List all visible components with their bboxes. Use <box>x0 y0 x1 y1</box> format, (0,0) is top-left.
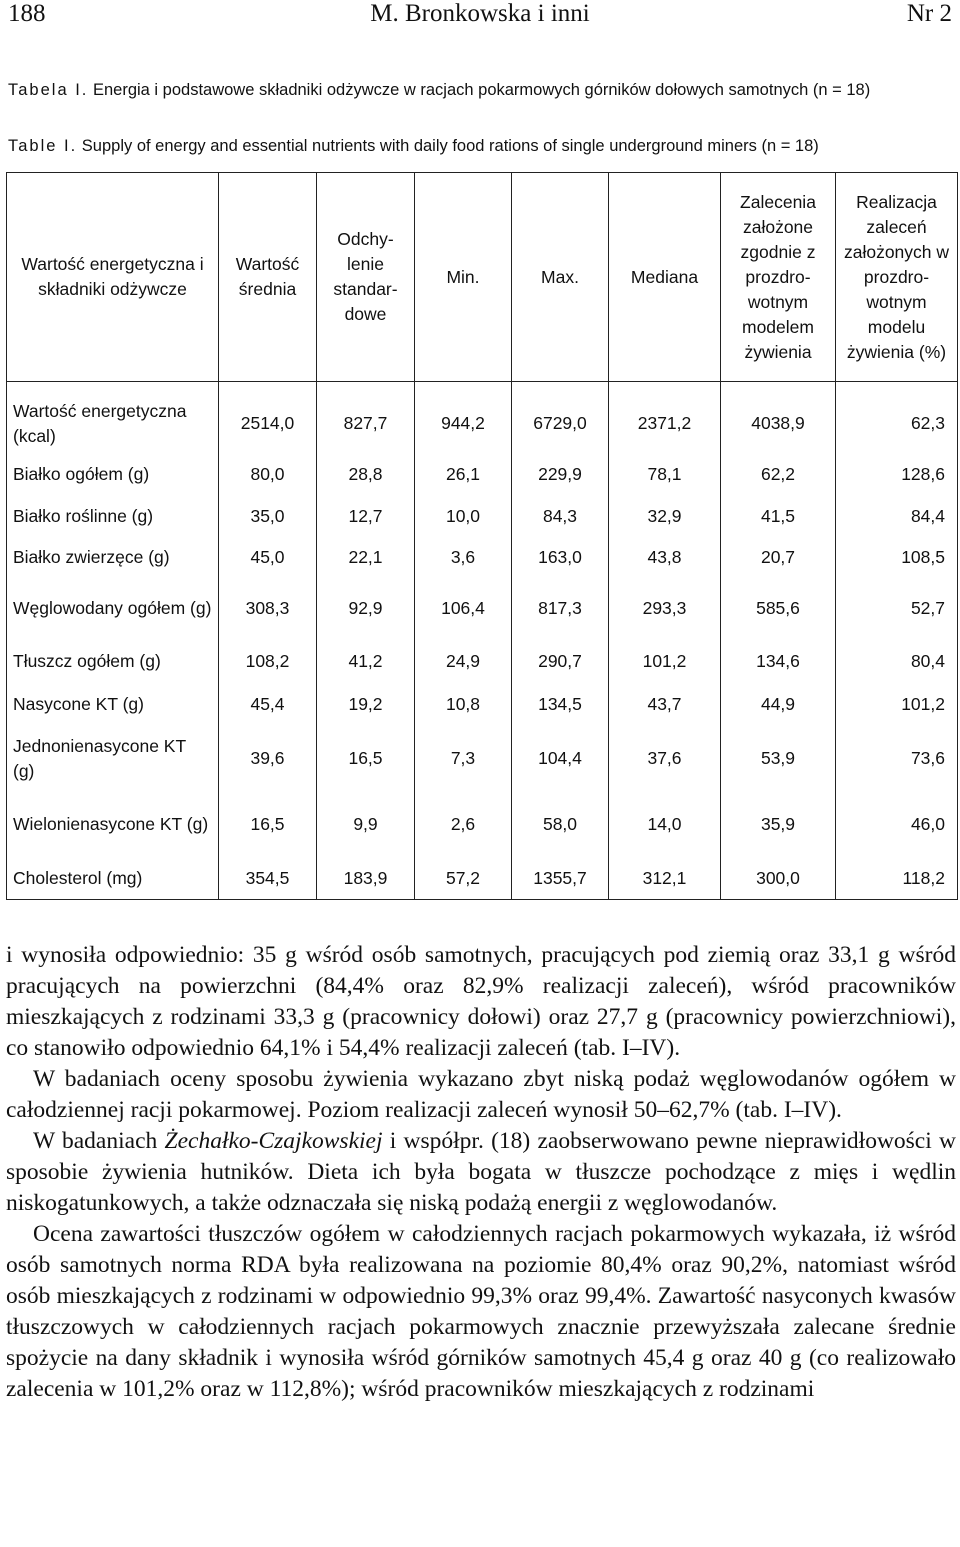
table-cell: 28,8 <box>317 454 415 496</box>
issue-number: Nr 2 <box>906 0 952 27</box>
table-cell: 14,0 <box>609 792 721 858</box>
table-cell: 2,6 <box>415 792 512 858</box>
table-cell: 57,2 <box>415 858 512 900</box>
table-cell: 2371,2 <box>609 382 721 454</box>
table-caption-polish <box>8 80 950 100</box>
table-row <box>7 578 958 640</box>
table-cell: 45,0 <box>219 538 317 578</box>
table-cell: 308,3 <box>219 578 317 640</box>
caption-label: Table I. <box>8 137 78 155</box>
column-header: Wartość średnia <box>219 173 317 382</box>
row-label: Jednonienasycone KT (g) <box>7 726 219 792</box>
table-cell: 1355,7 <box>512 858 609 900</box>
table-cell: 118,2 <box>836 858 958 900</box>
running-head <box>8 0 952 32</box>
table-cell: 19,2 <box>317 684 415 726</box>
table-row <box>7 792 958 858</box>
table-cell: 37,6 <box>609 726 721 792</box>
table-cell: 106,4 <box>415 578 512 640</box>
table-cell: 827,7 <box>317 382 415 454</box>
column-header: Mediana <box>609 173 721 382</box>
table-cell: 92,9 <box>317 578 415 640</box>
table-cell: 134,6 <box>721 640 836 684</box>
table-row <box>7 454 958 496</box>
caption-text: Supply of energy and essential nutrients with daily food rations of single underground miners (n = 18) <box>81 137 819 155</box>
table-row <box>7 858 958 900</box>
caption-label: Tabela I. <box>8 81 89 99</box>
table-cell: 39,6 <box>219 726 317 792</box>
table-cell: 585,6 <box>721 578 836 640</box>
paragraph: W badaniach oceny sposobu żywienia wykazano zbyt niską podaż węglowodanów ogółem w całodziennej racji pokarmowej. Poziom realizacji zaleceń wynosił 50–62,7% (tab. I–IV). <box>6 1066 956 1123</box>
table-cell: 10,0 <box>415 496 512 538</box>
table-cell: 26,1 <box>415 454 512 496</box>
table-cell: 24,9 <box>415 640 512 684</box>
column-header: Wartość energetyczna i składniki odżywcze <box>7 173 219 382</box>
table-cell: 290,7 <box>512 640 609 684</box>
paragraph <box>6 1126 956 1219</box>
row-label: Wartość energetyczna (kcal) <box>7 382 219 454</box>
table-cell: 44,9 <box>721 684 836 726</box>
table-cell: 35,0 <box>219 496 317 538</box>
table-cell: 183,9 <box>317 858 415 900</box>
table-cell: 101,2 <box>836 684 958 726</box>
table-cell: 80,0 <box>219 454 317 496</box>
table-row <box>7 496 958 538</box>
table-cell: 128,6 <box>836 454 958 496</box>
caption-text: Energia i podstawowe składniki odżywcze w racjach pokarmowych górników dołowych samotnych (n = 18) <box>92 81 871 99</box>
table-cell: 134,5 <box>512 684 609 726</box>
table-cell: 10,8 <box>415 684 512 726</box>
table-cell: 53,9 <box>721 726 836 792</box>
running-head-authors: M. Bronkowska i inni <box>370 0 590 27</box>
table-cell: 12,7 <box>317 496 415 538</box>
column-header: Odchy- lenie standar- dowe <box>317 173 415 382</box>
table-row <box>7 538 958 578</box>
table-cell: 163,0 <box>512 538 609 578</box>
column-header: Realizacja zaleceń założonych w prozdro- wotnym modelu żywienia (%) <box>836 173 958 382</box>
table-cell: 41,5 <box>721 496 836 538</box>
table-header <box>7 173 958 382</box>
table-cell: 62,2 <box>721 454 836 496</box>
column-header: Min. <box>415 173 512 382</box>
column-header: Max. <box>512 173 609 382</box>
table-row <box>7 640 958 684</box>
table-cell: 73,6 <box>836 726 958 792</box>
table-cell: 101,2 <box>609 640 721 684</box>
page-number: 188 <box>8 0 46 27</box>
table-cell: 52,7 <box>836 578 958 640</box>
table-cell: 300,0 <box>721 858 836 900</box>
nutrient-table <box>6 172 958 900</box>
table-cell: 7,3 <box>415 726 512 792</box>
paragraph: Ocena zawartości tłuszczów ogółem w całodziennych racjach pokarmowych wykazała, iż wśród osób samotnych norma RDA była realizowana na poziomie 80,4% oraz 90,2%, natomiast wśród osób mieszkających z rodzinami w odpowiednio 99,3% oraz 99,4%. Zawartość nasyconych kwasów tłuszczowych w całodziennych racjach pokarmowych znacznie przewyższała zalecane średnie spożycie na dany składnik i wynosiła wśród górników samotnych 45,4 g oraz 40 g (co realizowało zalecenia w 101,2% oraz w 112,8%); wśród pracowników mieszkających z rodzinami <box>6 1221 956 1402</box>
table-cell: 32,9 <box>609 496 721 538</box>
row-label: Białko zwierzęce (g) <box>7 538 219 578</box>
table-cell: 6729,0 <box>512 382 609 454</box>
table-cell: 58,0 <box>512 792 609 858</box>
table-cell: 104,4 <box>512 726 609 792</box>
row-label: Białko ogółem (g) <box>7 454 219 496</box>
table-cell: 46,0 <box>836 792 958 858</box>
paragraph-text: W badaniach <box>33 1128 165 1154</box>
table-cell: 9,9 <box>317 792 415 858</box>
table-caption-english <box>8 136 950 156</box>
row-label: Tłuszcz ogółem (g) <box>7 640 219 684</box>
paragraph-text: i współpr. (18) zaobserwowano pewne nieprawidłowości w sposobie żywienia hutników. Dieta ich była bogata w tłuszcze pochodzące z mięs i wędlin niskogatunkowych, a także odznaczała się niską podażą energii z węglowodanów. <box>6 1128 956 1216</box>
table-cell: 229,9 <box>512 454 609 496</box>
table-cell: 43,8 <box>609 538 721 578</box>
row-label: Białko roślinne (g) <box>7 496 219 538</box>
cited-author: Żechałko-Czajkowskiej <box>164 1128 383 1154</box>
row-label: Cholesterol (mg) <box>7 858 219 900</box>
table-cell: 817,3 <box>512 578 609 640</box>
table-cell: 84,3 <box>512 496 609 538</box>
row-label: Węglowodany ogółem (g) <box>7 578 219 640</box>
column-header: Zalecenia założone zgodnie z prozdro- wotnym modelem żywienia <box>721 173 836 382</box>
table-cell: 45,4 <box>219 684 317 726</box>
table-cell: 43,7 <box>609 684 721 726</box>
table-cell: 41,2 <box>317 640 415 684</box>
table-cell: 16,5 <box>219 792 317 858</box>
table-cell: 108,5 <box>836 538 958 578</box>
paragraph: i wynosiła odpowiednio: 35 g wśród osób samotnych, pracujących pod ziemią oraz 33,1 g wśród pracujących na powierzchni (84,4% oraz 82,9% realizacji zaleceń), wśród pracowników mieszkających z rodzinami 33,3 g (pracownicy dołowi) oraz 27,7 g (pracownicy powierzchniowi), co stanowiło odpowiednio 64,1% i 54,4% realizacji zaleceń (tab. I–IV). <box>6 942 956 1061</box>
table-cell: 84,4 <box>836 496 958 538</box>
table-cell: 293,3 <box>609 578 721 640</box>
table-row <box>7 726 958 792</box>
table-cell: 80,4 <box>836 640 958 684</box>
table-cell: 20,7 <box>721 538 836 578</box>
table-cell: 2514,0 <box>219 382 317 454</box>
article-body <box>6 940 956 1405</box>
row-label: Nasycone KT (g) <box>7 684 219 726</box>
row-label: Wielonienasycone KT (g) <box>7 792 219 858</box>
table-cell: 78,1 <box>609 454 721 496</box>
table-cell: 354,5 <box>219 858 317 900</box>
table-row <box>7 684 958 726</box>
table-cell: 312,1 <box>609 858 721 900</box>
table-cell: 35,9 <box>721 792 836 858</box>
table-body <box>7 382 958 900</box>
table-cell: 944,2 <box>415 382 512 454</box>
table-cell: 16,5 <box>317 726 415 792</box>
table-cell: 22,1 <box>317 538 415 578</box>
table-row <box>7 382 958 454</box>
table-cell: 62,3 <box>836 382 958 454</box>
table-cell: 4038,9 <box>721 382 836 454</box>
table-cell: 108,2 <box>219 640 317 684</box>
table-cell: 3,6 <box>415 538 512 578</box>
